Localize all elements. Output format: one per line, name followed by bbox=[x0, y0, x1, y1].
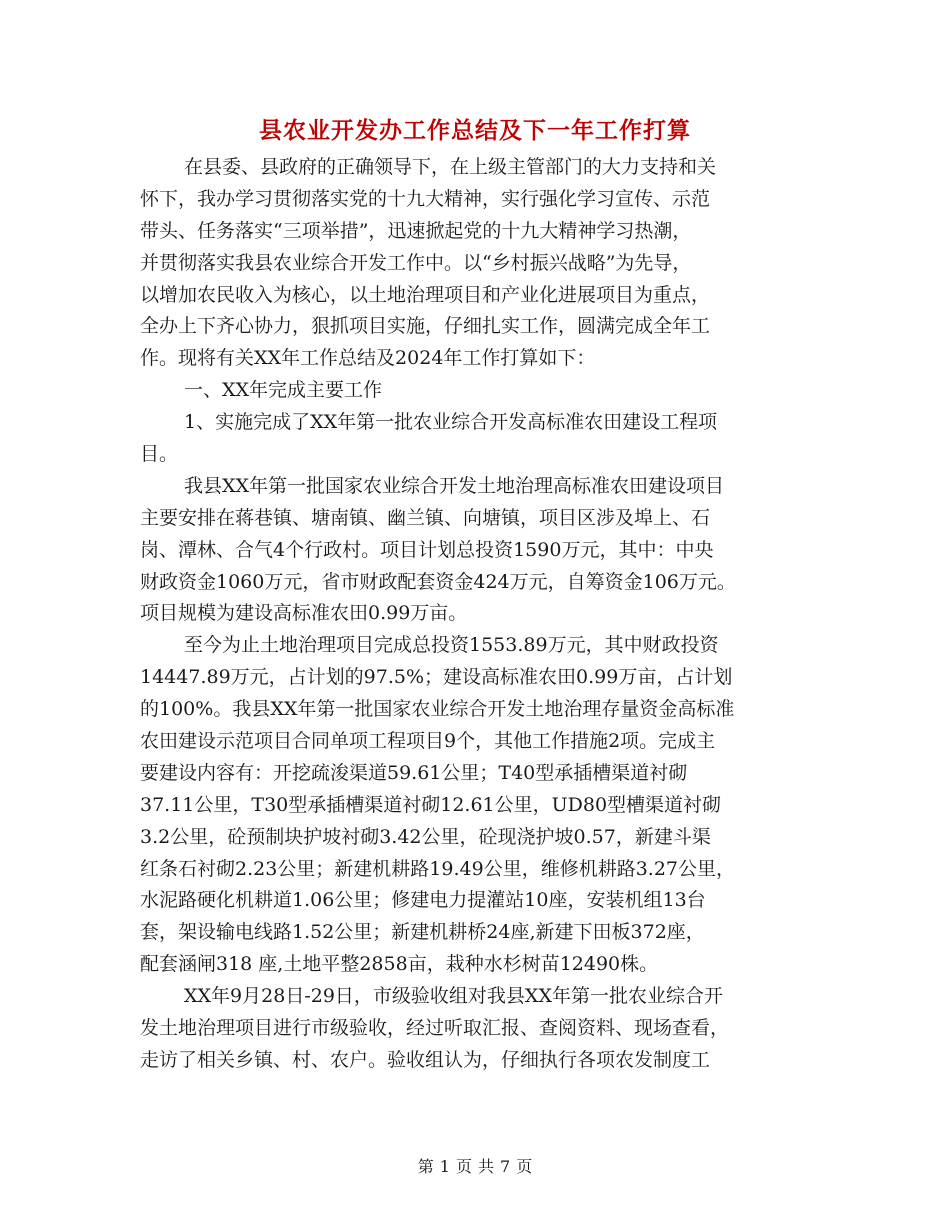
body-line: 项目规模为建设高标准农田0.99万亩。 bbox=[140, 602, 468, 625]
body-line: 作。现将有关XX年工作总结及2024年工作打算如下： bbox=[140, 347, 596, 370]
footer-prefix: 第 bbox=[417, 1157, 434, 1176]
footer-total-pages: 7 bbox=[500, 1157, 511, 1176]
body-line: 1、实施完成了XX年第一批农业综合开发高标准农田建设工程项 bbox=[184, 411, 718, 434]
body-line: 怀下，我办学习贯彻落实党的十九大精神，实行强化学习宣传、示范 bbox=[140, 187, 711, 210]
body-line: 农田建设示范项目合同单项工程项目9个，其他工作措施2项。完成主 bbox=[140, 730, 716, 753]
body-line: 带头、任务落实“三项举措”，迅速掀起党的十九大精神学习热潮， bbox=[140, 219, 692, 242]
body-line: 主要安排在蒋巷镇、塘南镇、幽兰镇、向塘镇，项目区涉及埠上、石 bbox=[140, 506, 711, 529]
body-line: 至今为止土地治理项目完成总投资1553.89万元，其中财政投资 bbox=[184, 634, 719, 657]
body-line: 在县委、县政府的正确领导下，在上级主管部门的大力支持和关 bbox=[184, 156, 717, 178]
body-line: 37.11公里，T30型承插槽渠道衬砌12.61公里，UD80型槽渠道衬砌 bbox=[140, 793, 722, 816]
body-line: 红条石衬砌2.23公里；新建机耕路19.49公里，维修机耕路3.27公里， bbox=[140, 857, 736, 880]
body-line: 走访了相关乡镇、村、农户。验收组认为，仔细执行各项农发制度工 bbox=[140, 1048, 711, 1071]
body-line: 以增加农民收入为核心，以土地治理项目和产业化进展项目为重点， bbox=[140, 283, 711, 306]
footer-page-number: 1 bbox=[439, 1157, 450, 1176]
body-line: 3.2公里，砼预制块护坡衬砌3.42公里，砼现浇护坡0.57，新建斗渠 bbox=[140, 825, 711, 848]
body-line: 要建设内容有：开挖疏浚渠道59.61公里；T40型承插槽渠道衬砌 bbox=[140, 761, 688, 784]
body-line: 并贯彻落实我县农业综合开发工作中。以“乡村振兴战略”为先导， bbox=[140, 251, 692, 274]
body-line: 一、XX年完成主要工作 bbox=[184, 379, 383, 402]
footer-page-label: 页 bbox=[455, 1157, 472, 1176]
body-line: 14447.89万元，占计划的97.5%；建设高标准农田0.99万亩，占计划 bbox=[140, 666, 733, 689]
page-footer bbox=[0, 1154, 950, 1177]
body-line: 我县XX年第一批国家农业综合开发土地治理高标准农田建设项目 bbox=[184, 474, 725, 497]
body-line: 的100%。我县XX年第一批国家农业综合开发土地治理存量资金高标准 bbox=[140, 698, 735, 721]
body-line: 岗、潭林、合气4个行政村。项目计划总投资1590万元，其中：中央 bbox=[140, 538, 714, 561]
body-line: 配套涵闸318 座,土地平整2858亩，栽种水杉树苗12490株。 bbox=[140, 953, 659, 976]
body-line: 水泥路硬化机耕道1.06公里；修建电力提灌站10座，安装机组13台 bbox=[140, 889, 706, 912]
document-body bbox=[140, 152, 810, 1077]
body-line: 套，架设输电线路1.52公里；新建机耕桥24座,新建下田板372座， bbox=[140, 921, 705, 944]
body-line: 发土地治理项目进行市级验收，经过听取汇报、查阅资料、现场查看， bbox=[140, 1017, 730, 1040]
footer-total-label: 共 bbox=[478, 1157, 495, 1176]
body-line: 财政资金1060万元，省市财政配套资金424万元，自筹资金106万元。 bbox=[140, 570, 736, 593]
document-title: 县农业开发办工作总结及下一年工作打算 bbox=[259, 118, 691, 144]
body-line: 目。 bbox=[140, 443, 179, 466]
footer-suffix: 页 bbox=[516, 1157, 533, 1176]
body-line: XX年9月28日-29日，市级验收组对我县XX年第一批农业综合开 bbox=[184, 985, 723, 1008]
body-line: 全办上下齐心协力，狠抓项目实施，仔细扎实工作，圆满完成全年工 bbox=[140, 315, 711, 338]
